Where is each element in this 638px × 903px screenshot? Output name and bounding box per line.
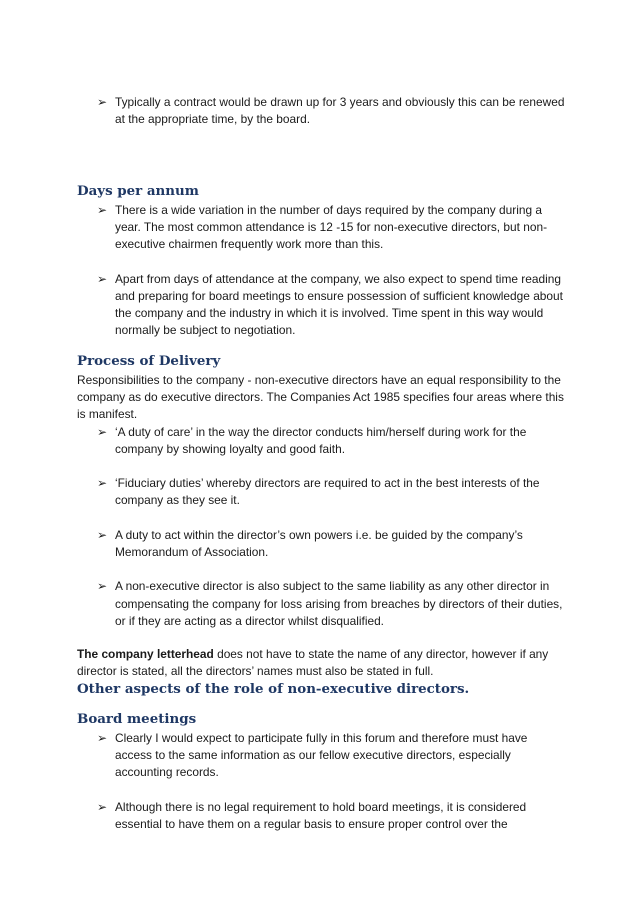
arrow-bullet-icon: ➢ [97,95,108,109]
bullet-text: A duty to act within the director’s own powers i.e. be guided by the company’s Memorandum of Association. [115,527,523,559]
arrow-bullet-icon: ➢ [97,271,108,286]
days-per-annum-section [77,182,565,340]
delivery-intro: Responsibilities to the company - non-executive directors have an equal responsibility to the company as do executive directors. The Companies Act 1985 specifies four areas where this is manifest. [77,373,564,422]
section-heading: Days per annum [77,183,199,199]
section-heading: Board meetings [77,711,197,727]
bullet-item [77,730,565,782]
board-bullets [77,730,565,833]
bullet-text: A non-executive director is also subject to the same liability as any other director in compensating the company for loss arising from breaches by directors of their duties, or if they are acting as a director whilst disqualified. [115,579,563,628]
arrow-bullet-icon: ➢ [97,476,108,491]
bullet-item [77,271,565,340]
contract-bullets [77,94,565,128]
bullet-text: Apart from days of attendance at the company, we also expect to spend time reading and preparing for board meetings to ensure possession of sufficient knowledge about the company and the industry in which it is involved. Time spent in this way would normally be subject to negotiation. [115,271,563,338]
bullet-text: There is a wide variation in the number of days required by the company during a year. The most common attendance is 12 -15 for non-executive directors, but non-executive chairmen frequently work more than this. [115,203,548,252]
bullet-item [77,475,565,509]
arrow-bullet-icon: ➢ [97,527,108,542]
board-meetings-section [77,710,565,833]
bullet-text: ‘Fiduciary duties’ whereby directors are required to act in the best interests of the company as they see it. [115,476,540,508]
letterhead-paragraph [77,646,565,680]
bullet-item [77,202,565,254]
section-heading: Process of Delivery [77,353,221,369]
arrow-bullet-icon: ➢ [97,424,108,439]
delivery-bullets [77,424,565,630]
bullet-item [77,578,565,630]
bullet-text: Clearly I would expect to participate fully in this forum and therefore must have access to the same information as our fellow executive directors, especially accounting records. [115,731,528,780]
other-aspects-section [77,680,565,698]
process-of-delivery-section [77,352,565,680]
contract-section [77,94,565,128]
arrow-bullet-icon: ➢ [97,579,108,594]
bullet-text: Typically a contract would be drawn up for 3 years and obviously this can be renewed at the appropriate time, by the board. [115,95,565,127]
days-bullets [77,202,565,340]
arrow-bullet-icon: ➢ [97,731,108,745]
bullet-item [77,424,565,458]
arrow-bullet-icon: ➢ [97,203,108,217]
arrow-bullet-icon: ➢ [97,799,108,814]
section-heading: Other aspects of the role of non-executive directors. [77,681,470,697]
letterhead-text: does not have to state the name of any director, however if any director is stated, all the directors’ names must also be stated in full. [77,647,549,679]
letterhead-bold-text: The company letterhead [77,647,214,661]
bullet-item [77,527,565,561]
bullet-text: Although there is no legal requirement to hold board meetings, it is considered essential to have them on a regular basis to ensure proper control over the [115,799,527,831]
bullet-item [77,94,565,128]
bullet-text: ‘A duty of care’ in the way the director conducts him/herself during work for the company by showing loyalty and good faith. [115,424,527,456]
bullet-item [77,799,565,833]
